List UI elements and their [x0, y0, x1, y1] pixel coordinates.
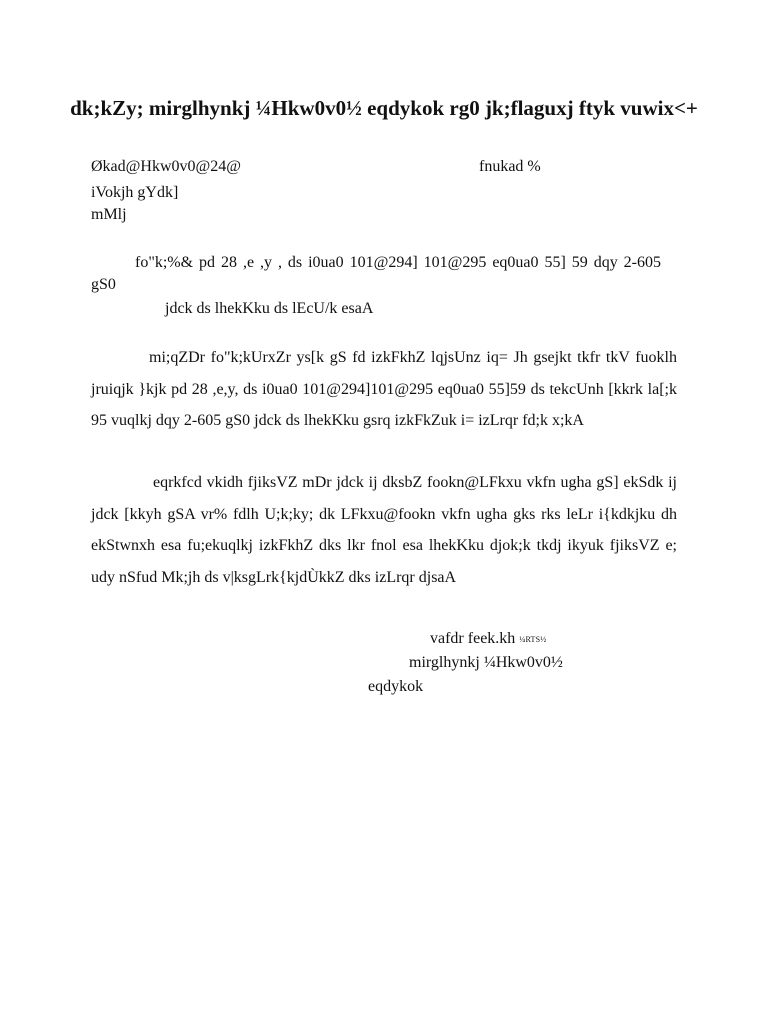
subject-line: fo"k;%& pd 28 ,e ,y , ds i0ua0 101@294] 101@295 eq0ua0 55] 59 dqy 2-605 gS0	[91, 254, 661, 293]
signatory-name-text: vafdr feek.kh	[430, 630, 516, 647]
reference-number: Økad@Hkw0v0@24@	[91, 158, 241, 175]
signatory-name-suffix: ¼RTS½	[519, 635, 547, 644]
signatory-designation: mirglhynkj ¼Hkw0v0½	[409, 654, 563, 671]
date-label: fnukad %	[479, 158, 541, 175]
document-title: dk;kZy; mirglhynkj ¼Hkw0v0½ eqdykok rg0 jk;flaguxj ftyk vuwix<+	[70, 96, 698, 120]
signatory-place: eqdykok	[368, 678, 424, 695]
office-name: iVokjh gYdk]	[91, 184, 179, 201]
body-paragraph-2: eqrkfcd vkidh fjiksVZ mDr jdck ij dksbZ fookn@LFkxu vkfn ugha gS] ekSdk ij jdck [kkyh gSA vr% fdlh U;k;ky; dk LFkxu@fookn vkfn ugha gks rks leLr i{kdkjku dh ekStwnxh esa fu;ekuqlkj izkFkhZ dks lkr fnol esa lhekKku djok;k tkdj ikyuk fjiksVZ e; udy nSfud Mk;jh ds v|ksgLrk{kjdÙkkZ dks izLrqr djsaA	[91, 474, 677, 586]
signatory-name	[430, 628, 547, 651]
office-place: mMlj	[91, 206, 127, 223]
body-paragraph-1: mi;qZDr fo"k;kUrxZr ys[k gS fd izkFkhZ lqjsUnz iq= Jh gsejkt tkfr tkV fuoklh jruiqjk }kjk pd 28 ,e,y, ds i0ua0 101@294]101@295 eq0ua0 55]59 ds tekcUnh [kkrk la[;k 95 vuqlkj dqy 2-605 gS0 jdck ds lhekKku gsrq izkFkZuk i= izLrqr fd;k x;kA	[91, 349, 677, 429]
subject-continuation: jdck ds lhekKku ds lEcU/k esaA	[165, 300, 374, 317]
